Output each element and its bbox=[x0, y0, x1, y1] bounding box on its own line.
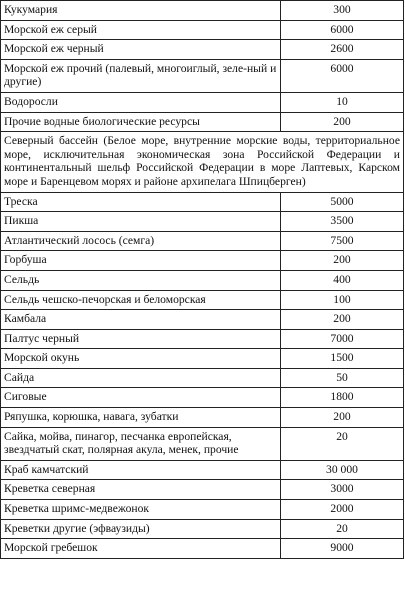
table-row bbox=[1, 192, 404, 212]
species-value: 3000 bbox=[281, 480, 404, 500]
table-row bbox=[1, 500, 404, 520]
species-name: Сельдь bbox=[1, 270, 281, 290]
section-row bbox=[1, 132, 404, 192]
species-value: 7000 bbox=[281, 329, 404, 349]
species-name: Пикша bbox=[1, 212, 281, 232]
table-row bbox=[1, 388, 404, 408]
table-row bbox=[1, 1, 404, 21]
species-value: 200 bbox=[281, 251, 404, 271]
species-name: Морской окунь bbox=[1, 349, 281, 369]
species-name: Краб камчатский bbox=[1, 460, 281, 480]
species-name: Креветка северная bbox=[1, 480, 281, 500]
species-name: Сайда bbox=[1, 368, 281, 388]
species-name: Горбуша bbox=[1, 251, 281, 271]
species-name: Камбала bbox=[1, 310, 281, 330]
species-value: 20 bbox=[281, 519, 404, 539]
table-row bbox=[1, 368, 404, 388]
table-row bbox=[1, 20, 404, 40]
species-value: 1500 bbox=[281, 349, 404, 369]
species-value: 6000 bbox=[281, 59, 404, 92]
table-row bbox=[1, 212, 404, 232]
table-row bbox=[1, 92, 404, 112]
species-name: Ряпушка, корюшка, навага, зубатки bbox=[1, 408, 281, 428]
species-name: Водоросли bbox=[1, 92, 281, 112]
species-value: 3500 bbox=[281, 212, 404, 232]
table-row bbox=[1, 59, 404, 92]
species-name: Палтус черный bbox=[1, 329, 281, 349]
table-row bbox=[1, 112, 404, 132]
species-value: 7500 bbox=[281, 231, 404, 251]
species-value: 2600 bbox=[281, 40, 404, 60]
species-value: 5000 bbox=[281, 192, 404, 212]
species-value: 200 bbox=[281, 112, 404, 132]
species-name: Кукумария bbox=[1, 1, 281, 21]
species-name: Морской гребешок bbox=[1, 539, 281, 559]
species-name: Морской еж серый bbox=[1, 20, 281, 40]
species-value: 10 bbox=[281, 92, 404, 112]
species-value: 200 bbox=[281, 408, 404, 428]
table-row bbox=[1, 329, 404, 349]
table-row bbox=[1, 40, 404, 60]
species-name: Сельдь чешско-печорская и беломорская bbox=[1, 290, 281, 310]
basin-section-heading: Северный бассейн (Белое море, внутренние морские воды, территориальное море, исключительная экономическая зона Российской Федерации и континентальный шельф Российской Федерации в море Лаптевых, Карском море и Баренцевом морях и районе архипелага Шпицберген) bbox=[1, 132, 404, 192]
species-name: Треска bbox=[1, 192, 281, 212]
table-row bbox=[1, 480, 404, 500]
species-value: 20 bbox=[281, 427, 404, 460]
table-row bbox=[1, 519, 404, 539]
table-row bbox=[1, 408, 404, 428]
table-row bbox=[1, 539, 404, 559]
table-row bbox=[1, 349, 404, 369]
species-value: 400 bbox=[281, 270, 404, 290]
table-row bbox=[1, 310, 404, 330]
species-value: 50 bbox=[281, 368, 404, 388]
table-body bbox=[1, 1, 404, 559]
species-name: Креветки другие (эфваузиды) bbox=[1, 519, 281, 539]
species-name: Сиговые bbox=[1, 388, 281, 408]
species-value: 30 000 bbox=[281, 460, 404, 480]
species-name: Морской еж прочий (палевый, многоиглый, зеле-ный и другие) bbox=[1, 59, 281, 92]
table-row bbox=[1, 290, 404, 310]
table-row bbox=[1, 251, 404, 271]
species-name: Морской еж черный bbox=[1, 40, 281, 60]
species-value: 9000 bbox=[281, 539, 404, 559]
species-name: Креветка шримс-медвежонок bbox=[1, 500, 281, 520]
species-name: Прочие водные биологические ресурсы bbox=[1, 112, 281, 132]
species-value: 200 bbox=[281, 310, 404, 330]
species-name: Атлантический лосось (семга) bbox=[1, 231, 281, 251]
species-value: 1800 bbox=[281, 388, 404, 408]
species-value: 6000 bbox=[281, 20, 404, 40]
species-name: Сайка, мойва, пинагор, песчанка европейская, звездчатый скат, полярная акула, менек, прочие bbox=[1, 427, 281, 460]
table-row bbox=[1, 427, 404, 460]
table-row bbox=[1, 270, 404, 290]
species-value: 100 bbox=[281, 290, 404, 310]
table-row bbox=[1, 231, 404, 251]
table-row bbox=[1, 460, 404, 480]
species-value: 2000 bbox=[281, 500, 404, 520]
species-value: 300 bbox=[281, 1, 404, 21]
